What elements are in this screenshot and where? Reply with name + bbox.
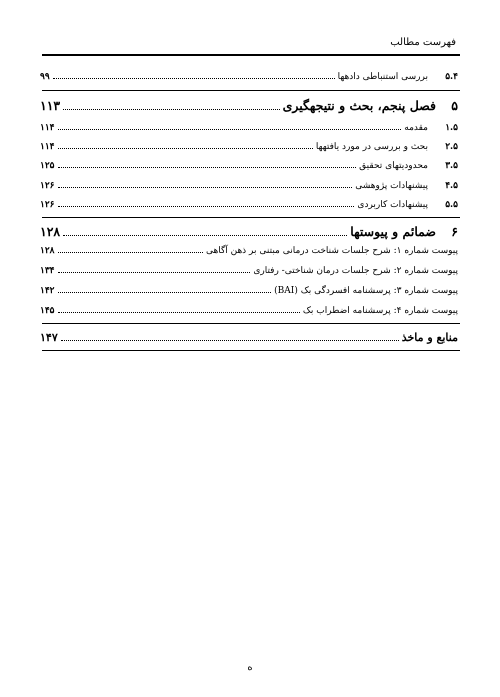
toc-entry-page: ۱۲۸	[40, 246, 55, 256]
toc-leader-dots	[58, 252, 203, 253]
toc-entry-page: ۱۲۸	[40, 224, 61, 239]
chapter-rule	[42, 217, 460, 218]
toc-appendix-1[interactable]	[40, 246, 458, 256]
toc-entry-5-5[interactable]	[40, 200, 458, 210]
toc-entry-page: ۱۳۴	[40, 266, 55, 276]
toc-entry-page: ۱۱۴	[40, 123, 55, 133]
toc-appendix-4[interactable]	[40, 306, 458, 316]
toc-entry-title: مقدمه	[404, 123, 428, 133]
toc-leader-dots	[58, 206, 355, 207]
toc-entry-page: ۱۴۲	[40, 286, 55, 296]
toc-entry-title: پیوست شماره ۲: شرح جلسات درمان شناختی- رفتاری	[253, 266, 458, 276]
toc-entry-number: ۲.۵	[445, 142, 458, 152]
toc-entry-number: ۳.۵	[445, 161, 458, 171]
toc-entry-page: ۱۱۴	[40, 142, 55, 152]
toc-entry-3-5[interactable]	[40, 161, 458, 171]
toc-entry-4-5[interactable]	[40, 181, 458, 191]
toc-entry-number: ۴.۵	[445, 181, 458, 191]
toc-entry-page: ۹۹	[40, 72, 50, 82]
toc-chapter-6[interactable]	[40, 224, 458, 239]
toc-entry-5-4[interactable]	[40, 72, 458, 82]
toc-entry-title: پیوست شماره ۳: پرسشنامه افسردگی بک (BAI)	[274, 286, 458, 296]
header-rule	[42, 54, 460, 56]
toc-entry-number: ۶	[451, 224, 458, 239]
toc-leader-dots	[58, 187, 353, 188]
toc-entry-title: بررسی استنباطی دادهها	[337, 72, 428, 82]
toc-leader-dots	[63, 235, 347, 236]
toc-leader-dots	[58, 148, 313, 149]
toc-leader-dots	[58, 167, 357, 168]
toc-entry-page: ۱۴۷	[40, 331, 58, 344]
toc-entry-1-5[interactable]	[40, 123, 458, 133]
page-number: ه	[247, 662, 253, 673]
page-header-title: فهرست مطالب	[390, 37, 456, 48]
toc-entry-page: ۱۲۶	[40, 200, 55, 210]
toc-entry-title: پیوست شماره ۱: شرح جلسات شناخت درمانی مبتنی بر ذهن آگاهی	[205, 246, 458, 256]
toc-entry-title: پیشنهادات پژوهشی	[355, 181, 428, 191]
toc-entry-2-5[interactable]	[40, 142, 458, 152]
toc-entry-page: ۱۱۳	[40, 98, 61, 113]
toc-appendix-3[interactable]	[40, 286, 458, 296]
toc-entry-title: منابع و ماخذ	[401, 331, 458, 344]
toc-entry-title: ضمائم و پیوستها	[350, 224, 436, 239]
toc-leader-dots	[58, 272, 251, 273]
toc-entry-title: بحث و بررسی در مورد یافتهها	[315, 142, 428, 152]
toc-entry-number: ۵	[451, 98, 458, 113]
toc-references[interactable]	[40, 331, 458, 344]
toc-entry-title: محدودیتهای تحقیق	[359, 161, 428, 171]
toc-entry-title: فصل پنجم، بحث و نتیجهگیری	[282, 98, 436, 113]
chapter-rule	[42, 90, 460, 91]
toc-leader-dots	[58, 292, 272, 293]
toc-leader-dots	[63, 109, 279, 110]
toc-leader-dots	[53, 78, 335, 79]
chapter-rule	[42, 323, 460, 324]
chapter-rule	[42, 350, 460, 351]
toc-entry-title: پیوست شماره ۴: پرسشنامه اضطراب بک	[302, 306, 458, 316]
toc-entry-title: پیشنهادات کاربردی	[357, 200, 428, 210]
toc-entry-number: ۵.۵	[445, 200, 458, 210]
toc-entry-page: ۱۲۶	[40, 181, 55, 191]
toc-appendix-2[interactable]	[40, 266, 458, 276]
toc-entry-page: ۱۲۵	[40, 161, 55, 171]
toc-entry-number: ۵.۴	[445, 72, 458, 82]
toc-leader-dots	[58, 129, 402, 130]
toc-leader-dots	[61, 340, 399, 341]
toc-entry-number: ۱.۵	[445, 123, 458, 133]
toc-entry-page: ۱۴۵	[40, 306, 55, 316]
toc-leader-dots	[58, 312, 300, 313]
toc-chapter-5[interactable]	[40, 98, 458, 113]
